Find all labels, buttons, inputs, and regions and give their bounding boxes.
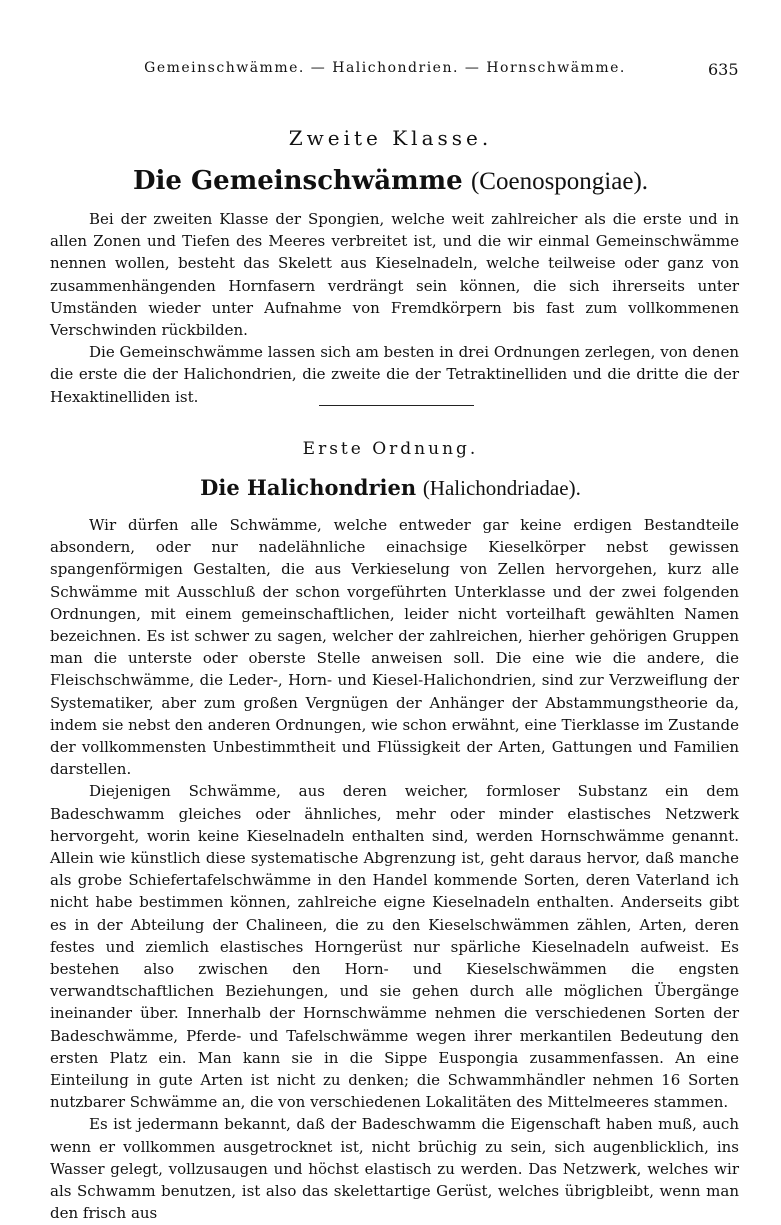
class-title-german: Die Gemeinschwämme — [132, 166, 463, 196]
paragraph: Es ist jedermann bekannt, daß der Badeschwamm die Eigenschaft haben muß, auch wenn er vollkommen ausgetrocknet ist, nicht brüchig zu sein, sich augenblicklich, ins Wasser gelegt, vollzusaugen und höchst elastisch zu werden. Das Netzwerk, welches wir als Schwamm benutzen, ist also das skelettartige Gerüst, welches übrigbleibt, wenn man den frisch aus — [50, 1115, 739, 1223]
paragraph: Wir dürfen alle Schwämme, welche entweder gar keine erdigen Bestandteile absondern, oder nur nadelähnliche einachsige Kieselkörper nebst gewissen spangenförmigen Gestalten, die aus Verkieselung von Zellen hervorgehen, kurz alle Schwämme mit Ausschluß der schon vorgeführten Unterklasse und der zwei folgenden Ordnungen, mit einem gemeinschaftlichen, leider nicht vorteilhaft gewählten Namen bezeichnen. Es ist schwer zu sagen, welcher der zahlreichen, hierher gehörigen Gruppen man die unterste oder oberste Stelle anweisen soll. Die eine wie die andere, die Fleischschwämme, die Leder-, Horn- und Kiesel-Halichondrien, sind zur Verzweiflung der Systematiker, aber zum großen Vergnügen der Anhänger der Abstammungstheorie da, indem sie nebst den anderen Ordnungen, wie schon erwähnt, eine Tierklasse im Zustande der vollkommensten Unbestimmtheit und Flüssigkeit der Arten, Gattungen und Familien darstellen. — [50, 516, 739, 779]
order-title-latin: (Halichondriadae). — [422, 476, 581, 500]
body-text — [50, 514, 739, 1225]
page-number: 635 — [708, 60, 739, 79]
class-title-latin: (Coenospongiae). — [470, 168, 649, 195]
intro-text — [50, 208, 739, 408]
section-divider — [319, 405, 474, 406]
order-title — [0, 475, 781, 501]
paragraph: Diejenigen Schwämme, aus deren weicher, formloser Substanz ein dem Badeschwamm gleiches oder ähnliches, mehr oder minder elastisches Netzwerk hervorgeht, worin keine Kieselnadeln enthalten sind, werden Hornschwämme genannt. Allein wie künstlich diese systematische Abgrenzung ist, geht daraus hervor, daß manche als grobe Schiefertafelschwämme in den Handel kommende Sorten, deren Vaterland ich nicht habe bestimmen können, zahlreiche eigne Kieselnadeln enthalten. Anderseits gibt es in der Abteilung der Chalineen, die zu den Kieselschwämmen zählen, Arten, deren festes und ziemlich elastisches Horngerüst nur spärliche Kieselnadeln aufweist. Es bestehen also zwischen den Horn- und Kieselschwämmen die engsten verwandtschaftlichen Beziehungen, und sie gehen durch alle möglichen Übergänge ineinander über. Innerhalb der Hornschwämme nehmen die verschiedenen Sorten der Badeschwämme, Pferde- und Tafelschwämme wegen ihrer merkantilen Bedeutung den ersten Platz ein. Man kann sie in die Sippe Euspongia zusammenfassen. An eine Einteilung in gute Arten ist nicht zu denken; die Schwammhändler nehmen 16 Sorten nutzbarer Schwämme an, die von verschiedenen Lokalitäten des Mittelmeeres stammen. — [50, 782, 739, 1112]
class-label: Zweite Klasse. — [288, 126, 493, 150]
running-head: Gemeinschwämme. — Halichondrien. — Hornschwämme. — [144, 60, 626, 76]
paragraph: Bei der zweiten Klasse der Spongien, welche weit zahlreicher als die erste und in allen Zonen und Tiefen des Meeres verbreitet ist, und die wir einmal Gemeinschwämme nennen wollen, besteht das Skelett aus Kieselnadeln, welche teilweise oder ganz von zusammenhängenden Hornfasern verdrängt sein können, die sich ihrerseits unter Umständen wieder unter Aufnahme von Fremdkörpern bis fast zum vollkommenen Verschwinden rückbilden. — [50, 210, 739, 340]
order-label: Erste Ordnung. — [302, 439, 479, 459]
paragraph: Die Gemeinschwämme lassen sich am besten in drei Ordnungen zerlegen, von denen die erste die der Halichondrien, die zweite die der Tetraktinelliden und die dritte die der Hexaktinelliden ist. — [50, 343, 739, 406]
order-title-german: Die Halichondrien — [200, 475, 417, 500]
class-title — [0, 166, 781, 196]
